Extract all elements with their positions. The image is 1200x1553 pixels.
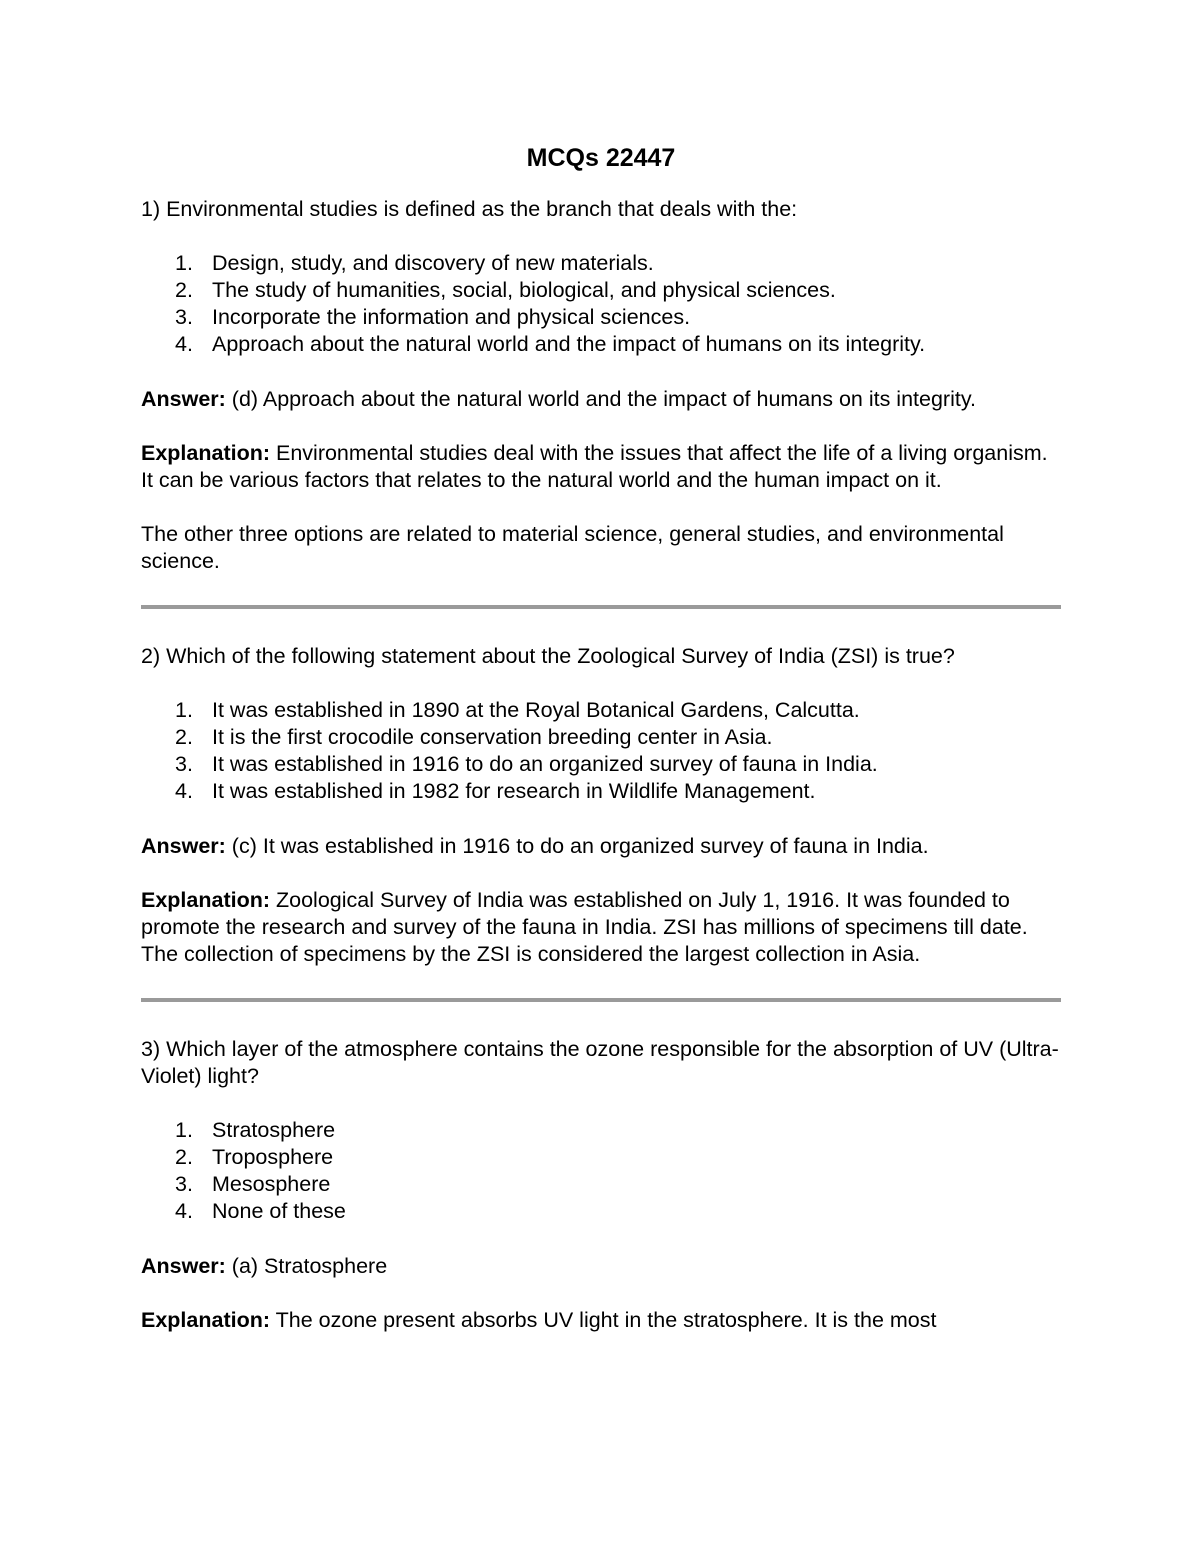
option-item xyxy=(141,697,1061,724)
option-text: None of these xyxy=(212,1199,346,1223)
answer-line xyxy=(141,1253,1061,1280)
option-number: 4. xyxy=(175,1199,193,1223)
option-number: 2. xyxy=(175,278,193,302)
answer-text: (a) Stratosphere xyxy=(225,1254,388,1278)
explanation-label: Explanation: xyxy=(141,888,271,912)
option-number: 3. xyxy=(175,305,193,329)
option-number: 1. xyxy=(175,1118,193,1142)
option-item xyxy=(141,304,1061,331)
question-block-3 xyxy=(141,1036,1061,1334)
option-number: 1. xyxy=(175,698,193,722)
answer-label: Answer: xyxy=(141,1254,226,1278)
option-text: Approach about the natural world and the impact of humans on its integrity. xyxy=(212,332,926,356)
extra-explanation-paragraph: The other three options are related to material science, general studies, and environmental science. xyxy=(141,522,1004,573)
explanation-label: Explanation: xyxy=(141,441,271,465)
document-title: MCQs 22447 xyxy=(526,144,676,172)
section-divider xyxy=(141,605,1061,609)
option-text: It is the first crocodile conservation breeding center in Asia. xyxy=(212,725,773,749)
option-item xyxy=(141,250,1061,277)
explanation-paragraph xyxy=(141,440,1061,494)
option-text: Design, study, and discovery of new materials. xyxy=(212,251,654,275)
option-item xyxy=(141,751,1061,778)
option-item xyxy=(141,1144,1061,1171)
option-number: 3. xyxy=(175,752,193,776)
option-item xyxy=(141,724,1061,751)
explanation-label: Explanation: xyxy=(141,1308,271,1332)
answer-label: Answer: xyxy=(141,834,226,858)
option-text: The study of humanities, social, biological, and physical sciences. xyxy=(212,278,836,302)
option-item xyxy=(141,778,1061,805)
options-list xyxy=(141,697,1061,805)
question-block-1 xyxy=(141,196,1061,575)
answer-text: (c) It was established in 1916 to do an organized survey of fauna in India. xyxy=(225,834,929,858)
option-item xyxy=(141,331,1061,358)
explanation-text: Environmental studies deal with the issues that affect the life of a living organism. It can be various factors that relates to the natural world and the human impact on it. xyxy=(141,441,1048,492)
option-number: 4. xyxy=(175,332,193,356)
explanation-paragraph xyxy=(141,887,1061,968)
question-block-2 xyxy=(141,643,1061,968)
option-item xyxy=(141,1171,1061,1198)
option-text: Troposphere xyxy=(212,1145,334,1169)
option-number: 2. xyxy=(175,1145,193,1169)
answer-line xyxy=(141,833,1061,860)
option-number: 4. xyxy=(175,779,193,803)
question-text: 2) Which of the following statement about the Zoological Survey of India (ZSI) is true? xyxy=(141,644,955,668)
explanation-text: Zoological Survey of India was established on July 1, 1916. It was founded to promote the research and survey of the fauna in India. ZSI has millions of specimens till date. The collection of specimens by the ZSI is considered the largest collection in Asia. xyxy=(141,888,1028,966)
option-text: It was established in 1982 for research in Wildlife Management. xyxy=(212,779,816,803)
option-text: Incorporate the information and physical sciences. xyxy=(212,305,691,329)
answer-label: Answer: xyxy=(141,387,226,411)
option-text: It was established in 1916 to do an organized survey of fauna in India. xyxy=(212,752,878,776)
question-text: 1) Environmental studies is defined as the branch that deals with the: xyxy=(141,197,798,221)
option-number: 1. xyxy=(175,251,193,275)
explanation-paragraph xyxy=(141,1307,1061,1334)
options-list xyxy=(141,250,1061,358)
option-number: 3. xyxy=(175,1172,193,1196)
section-divider xyxy=(141,998,1061,1002)
answer-text: (d) Approach about the natural world and the impact of humans on its integrity. xyxy=(225,387,976,411)
options-list xyxy=(141,1117,1061,1225)
option-item xyxy=(141,1198,1061,1225)
option-text: It was established in 1890 at the Royal Botanical Gardens, Calcutta. xyxy=(212,698,860,722)
option-item xyxy=(141,1117,1061,1144)
option-item xyxy=(141,277,1061,304)
question-text: 3) Which layer of the atmosphere contains the ozone responsible for the absorption of UV (Ultra-Violet) light? xyxy=(141,1037,1059,1088)
option-text: Stratosphere xyxy=(212,1118,336,1142)
option-text: Mesosphere xyxy=(212,1172,331,1196)
answer-line xyxy=(141,386,1061,413)
explanation-text: The ozone present absorbs UV light in the stratosphere. It is the most xyxy=(270,1308,937,1332)
document-page xyxy=(141,140,1061,1334)
option-number: 2. xyxy=(175,725,193,749)
